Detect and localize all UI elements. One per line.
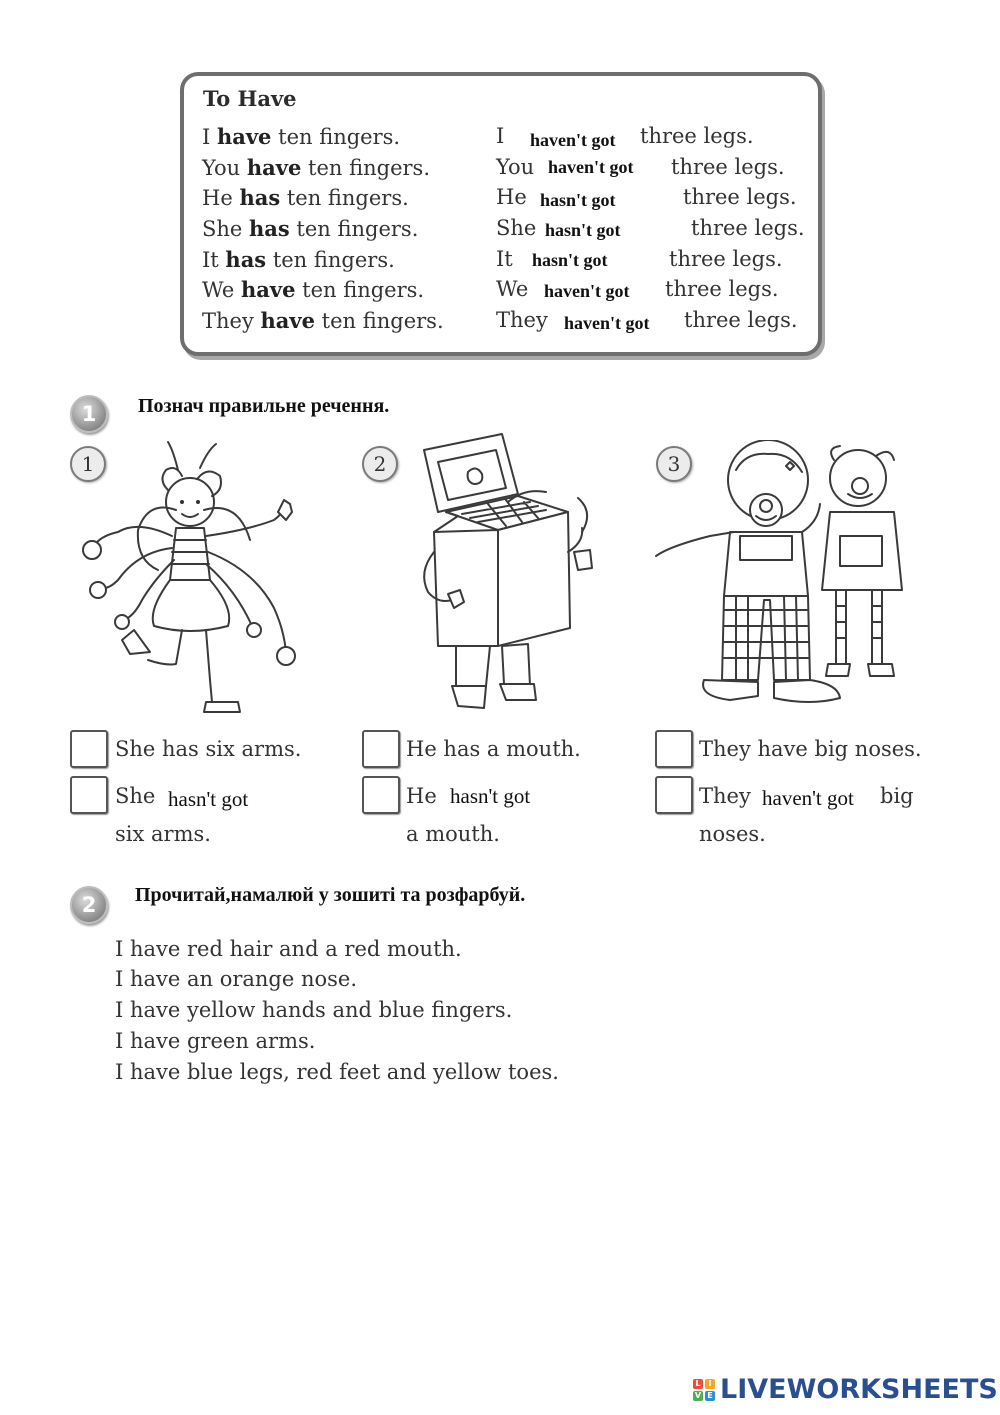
answer-field[interactable]: haven't got [548, 157, 634, 177]
liveworksheets-logo[interactable] [693, 1374, 998, 1405]
affirmative-line [202, 155, 430, 180]
negative-rest: three legs. [683, 185, 797, 209]
reading-line: I have an orange nose. [115, 967, 358, 991]
verb: have [260, 308, 315, 333]
item-number-badge: 1 [70, 446, 106, 482]
answer-checkbox[interactable] [70, 730, 108, 768]
exercise-instruction: Прочитай,намалюй у зошиті та розфарбуй. [135, 884, 526, 906]
grammar-box-title: To Have [203, 86, 297, 111]
reading-line: I have blue legs, red feet and yellow toes. [115, 1060, 559, 1084]
verb: have [241, 277, 296, 302]
negative-subject: It [496, 247, 513, 271]
subject: He [202, 186, 233, 210]
answer-checkbox[interactable] [655, 776, 693, 814]
option-b-end: big [880, 784, 914, 808]
rest: ten fingers. [272, 248, 395, 272]
option-b-line2: a mouth. [406, 822, 500, 846]
negative-subject: She [496, 216, 537, 240]
rest: ten fingers. [286, 186, 409, 210]
verb: have [216, 124, 272, 149]
exercise-number-badge: 1 [70, 395, 108, 433]
logo-text: LIVEWORKSHEETS [720, 1374, 998, 1405]
reading-line: I have yellow hands and blue fingers. [115, 998, 513, 1022]
verb: has [225, 247, 267, 272]
negative-subject: They [496, 308, 548, 332]
rest: ten fingers. [308, 156, 431, 180]
rest: ten fingers. [321, 309, 444, 333]
subject: You [202, 156, 241, 180]
answer-checkbox[interactable] [70, 776, 108, 814]
negative-rest: three legs. [684, 308, 798, 332]
exercise-number-badge: 2 [70, 886, 108, 924]
subject: I [202, 125, 211, 149]
subject: It [202, 248, 219, 272]
answer-field[interactable]: haven't got [762, 786, 854, 810]
negative-subject: He [496, 185, 527, 209]
exercise-instruction: Познач правильне речення. [138, 395, 390, 417]
affirmative-line [202, 277, 424, 302]
option-b-line2: six arms. [115, 822, 211, 846]
negative-rest: three legs. [669, 247, 783, 271]
affirmative-line [202, 185, 409, 210]
item-number-badge: 2 [362, 446, 398, 482]
option-b-start: He [406, 784, 437, 808]
rest: ten fingers. [296, 217, 419, 241]
reading-line: I have green arms. [115, 1029, 316, 1053]
answer-checkbox[interactable] [655, 730, 693, 768]
affirmative-line [202, 124, 400, 149]
negative-subject: We [496, 277, 529, 301]
six-armed-girl-illustration [78, 440, 318, 720]
verb: has [239, 185, 281, 210]
rest: ten fingers. [302, 278, 425, 302]
clowns-illustration [650, 440, 920, 720]
answer-field[interactable]: haven't got [544, 281, 630, 301]
answer-field[interactable]: hasn't got [532, 250, 608, 270]
answer-checkbox[interactable] [362, 776, 400, 814]
subject: We [202, 278, 235, 302]
affirmative-line [202, 216, 418, 241]
verb: has [249, 216, 290, 241]
answer-field[interactable]: hasn't got [450, 784, 531, 808]
answer-field[interactable]: haven't got [530, 130, 616, 150]
rest: ten fingers. [278, 125, 401, 149]
logo-tile: I [705, 1379, 715, 1389]
negative-rest: three legs. [665, 277, 779, 301]
answer-checkbox[interactable] [362, 730, 400, 768]
negative-rest: three legs. [671, 155, 785, 179]
answer-field[interactable]: hasn't got [168, 787, 249, 811]
option-a-text: She has six arms. [115, 737, 302, 761]
verb: have [246, 155, 302, 180]
item-number-badge: 3 [656, 446, 692, 482]
subject: She [202, 217, 243, 241]
subject: They [202, 309, 254, 333]
answer-field[interactable]: hasn't got [545, 220, 621, 240]
answer-field[interactable]: hasn't got [540, 190, 616, 210]
option-a-text: He has a mouth. [406, 737, 581, 761]
option-b-line2: noses. [699, 822, 766, 846]
computer-robot-illustration [398, 432, 638, 722]
negative-rest: three legs. [691, 216, 805, 240]
answer-field[interactable]: haven't got [564, 313, 650, 333]
negative-subject: I [496, 124, 505, 148]
option-a-text: They have big noses. [699, 737, 922, 761]
live-tiles-icon [693, 1379, 715, 1401]
logo-tile: E [705, 1391, 715, 1401]
negative-rest: three legs. [640, 124, 754, 148]
logo-tile: L [693, 1379, 703, 1389]
logo-tile: V [694, 1391, 702, 1400]
affirmative-line [202, 308, 444, 333]
option-b-start: She [115, 784, 156, 808]
affirmative-line [202, 247, 395, 272]
negative-subject: You [496, 155, 535, 179]
reading-line: I have red hair and a red mouth. [115, 937, 462, 961]
option-b-start: They [699, 784, 751, 808]
